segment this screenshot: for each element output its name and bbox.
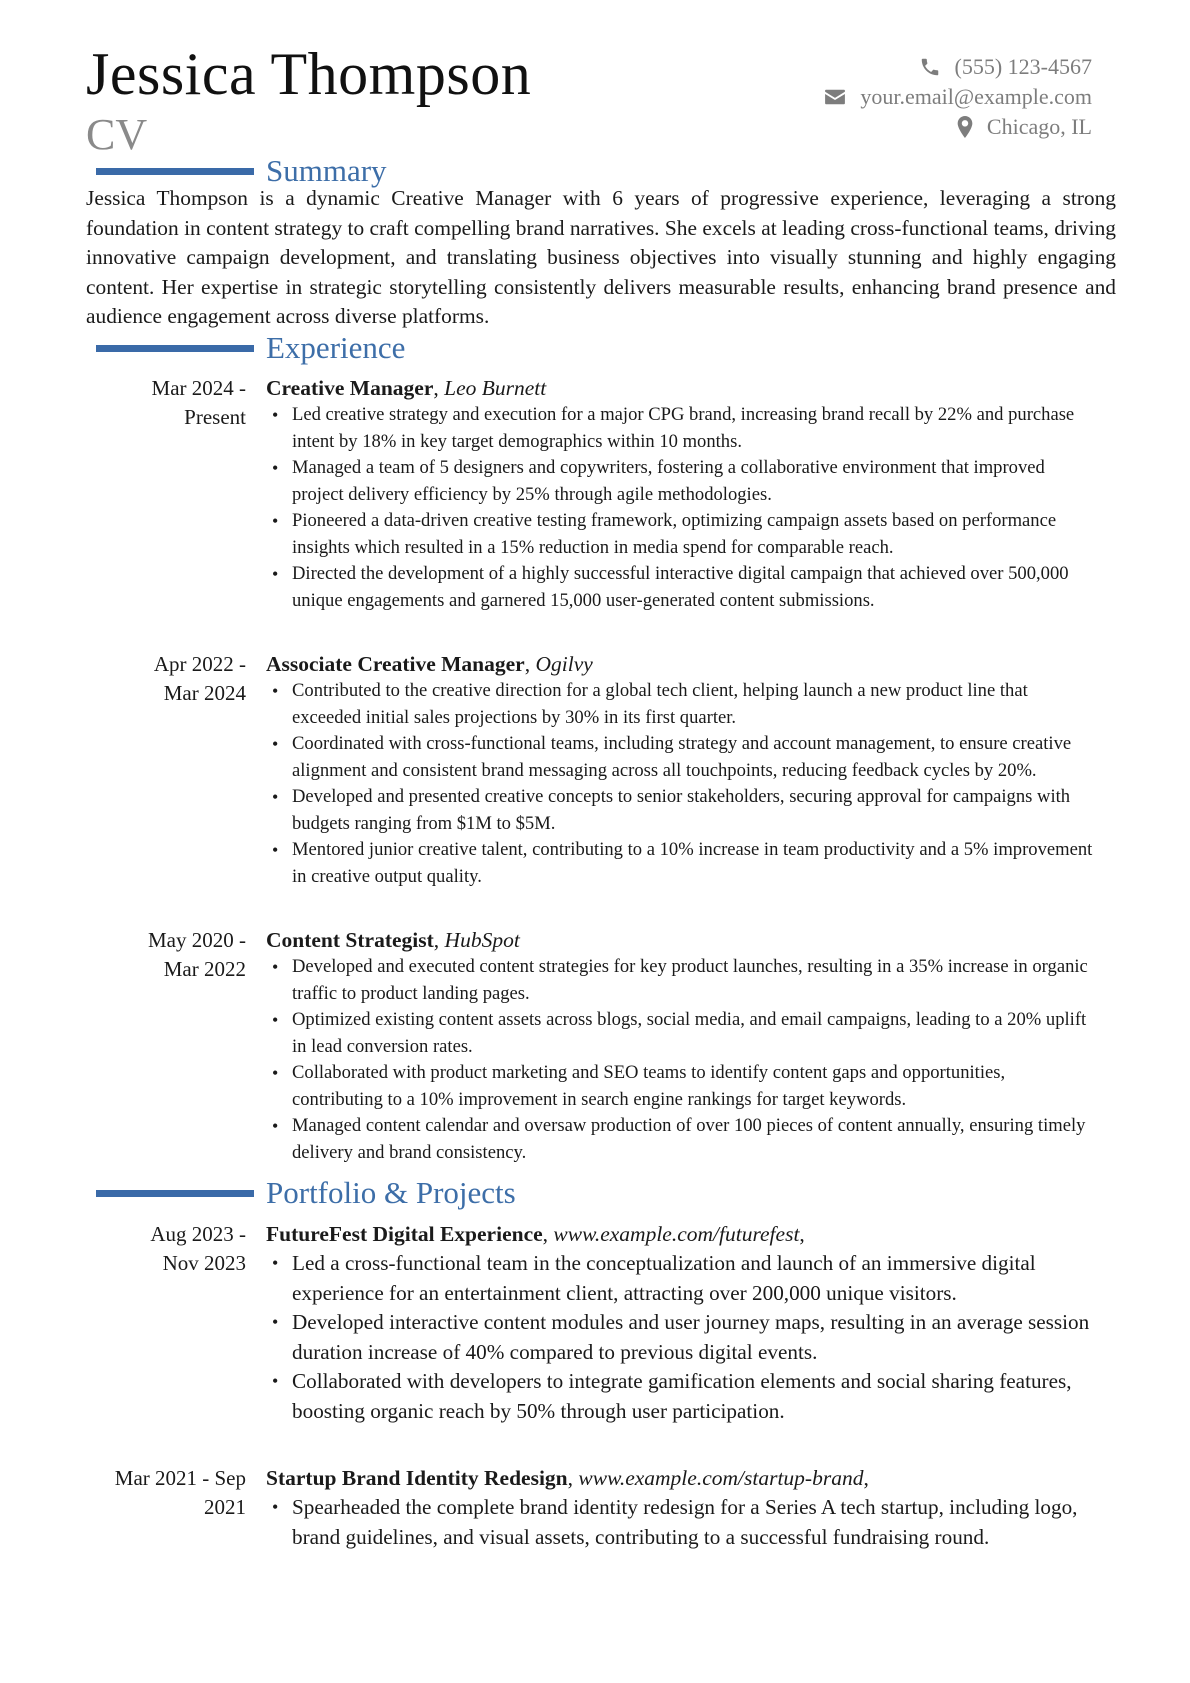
bullet-item: • Collaborated with developers to integrate gamification elements and social sharing features, boosting organic reach by 50% through user participation.	[266, 1367, 1096, 1426]
envelope-icon	[824, 88, 846, 106]
entry-date	[66, 374, 246, 432]
date-end: Nov 2023	[162, 1251, 246, 1275]
phone-text: (555) 123-4567	[954, 54, 1092, 79]
bullet-item: • Led a cross-functional team in the conceptualization and launch of an immersive digital experience for an entertainment client, attracting over 200,000 unique visitors.	[266, 1249, 1096, 1308]
section-title-projects: Portfolio & Projects	[266, 1175, 516, 1210]
entry-bullets	[266, 1249, 1096, 1426]
summary-text: Jessica Thompson is a dynamic Creative Manager with 6 years of progressive experience, leveraging a strong foundation in content strategy to craft compelling brand narratives. She excels at leading cross-functional teams, driving innovative campaign development, and translating business objectives into visually stunning and highly engaging content. Her expertise in strategic storytelling consistently delivers measurable results, enhancing brand presence and audience engagement across diverse platforms.	[86, 186, 1116, 329]
contact-email[interactable]	[824, 82, 1092, 112]
entry-heading: Content Strategist, HubSpot	[266, 928, 520, 952]
bullet-item: • Spearheaded the complete brand identity redesign for a Series A tech startup, including logo, brand guidelines, and visual assets, contributing to a successful fundraising round.	[266, 1493, 1096, 1552]
contact-block	[824, 52, 1092, 142]
location-text: Chicago, IL	[986, 114, 1092, 139]
candidate-name: Jessica Thompson	[86, 41, 532, 107]
entry-role: Content Strategist	[266, 928, 434, 952]
entry-bullets	[266, 954, 1096, 1166]
entry-bullets	[266, 1493, 1096, 1552]
entry-org: HubSpot	[444, 928, 520, 952]
entry-org: Ogilvy	[535, 652, 593, 676]
entry-heading: Associate Creative Manager, Ogilvy	[266, 652, 593, 676]
project-link[interactable]: www.example.com/futurefest	[553, 1222, 800, 1246]
projects-section-header	[96, 1173, 516, 1213]
date-start: Apr 2022 -	[153, 652, 246, 676]
bullet-item: • Contributed to the creative direction for a global tech client, helping launch a new product line that exceeded initial sales projections by 30% in its first quarter.	[266, 678, 1096, 731]
bullet-item: • Mentored junior creative talent, contributing to a 10% increase in team productivity and a 5% improvement in creative output quality.	[266, 837, 1096, 890]
bullet-item: • Collaborated with product marketing and SEO teams to identify content gaps and opportunities, contributing to a 10% improvement in search engine rankings for target keywords.	[266, 1060, 1096, 1113]
date-start: May 2020 -	[148, 928, 246, 952]
bullet-item: • Optimized existing content assets across blogs, social media, and email campaigns, leading to a 20% uplift in lead conversion rates.	[266, 1007, 1096, 1060]
bullet-item: • Developed and executed content strategies for key product launches, resulting in a 35% increase in organic traffic to product landing pages.	[266, 954, 1096, 1007]
entry-role: Creative Manager	[266, 376, 434, 400]
experience-section-header	[96, 328, 405, 368]
entry-date	[66, 1220, 246, 1278]
entry-date	[66, 1464, 246, 1522]
bullet-item: • Managed a team of 5 designers and copywriters, fostering a collaborative environment that improved project delivery efficiency by 25% through agile methodologies.	[266, 455, 1096, 508]
contact-phone[interactable]	[824, 52, 1092, 82]
bullet-item: • Led creative strategy and execution for a major CPG brand, increasing brand recall by 22% and purchase intent by 18% in key target demographics within 10 months.	[266, 402, 1096, 455]
entry-heading: FutureFest Digital Experience, www.example.com/futurefest,	[266, 1222, 805, 1246]
bullet-item: • Directed the development of a highly successful interactive digital campaign that achieved over 500,000 unique engagements and garnered 15,000 user-generated content submissions.	[266, 561, 1096, 614]
bullet-item: • Managed content calendar and oversaw production of over 100 pieces of content annually, ensuring timely delivery and brand consistency.	[266, 1113, 1096, 1166]
entry-date	[66, 650, 246, 708]
date-start: Mar 2024 -	[151, 376, 246, 400]
entry-bullets	[266, 402, 1096, 614]
date-end: 2021	[204, 1495, 246, 1519]
date-start: Mar 2021 - Sep	[114, 1466, 246, 1490]
project-title: Startup Brand Identity Redesign	[266, 1466, 568, 1490]
email-text: your.email@example.com	[860, 84, 1092, 109]
contact-location	[824, 112, 1092, 142]
bullet-item: • Developed and presented creative concepts to senior stakeholders, securing approval for campaigns with budgets ranging from $1M to $5M.	[266, 784, 1096, 837]
project-title: FutureFest Digital Experience	[266, 1222, 543, 1246]
date-start: Aug 2023 -	[150, 1222, 246, 1246]
section-title-experience: Experience	[266, 330, 406, 365]
entry-bullets	[266, 678, 1096, 890]
section-accent-bar	[96, 168, 254, 175]
document-type: CV	[86, 110, 148, 159]
section-accent-bar	[96, 1190, 254, 1197]
map-pin-icon	[957, 116, 973, 138]
phone-icon	[919, 56, 941, 78]
bullet-item: • Developed interactive content modules and user journey maps, resulting in an average session duration increase of 40% compared to previous digital events.	[266, 1308, 1096, 1367]
date-end: Mar 2024	[163, 681, 246, 705]
entry-heading: Startup Brand Identity Redesign, www.example.com/startup-brand,	[266, 1466, 869, 1490]
bullet-item: • Coordinated with cross-functional teams, including strategy and account management, to ensure creative alignment and consistent brand messaging across all touchpoints, reducing feedback cycles by 20%.	[266, 731, 1096, 784]
date-end: Present	[184, 405, 246, 429]
entry-role: Associate Creative Manager	[266, 652, 525, 676]
bullet-item: • Pioneered a data-driven creative testing framework, optimizing campaign assets based on performance insights which resulted in a 15% reduction in media spend for comparable reach.	[266, 508, 1096, 561]
section-title-summary: Summary	[266, 153, 387, 188]
date-end: Mar 2022	[163, 957, 246, 981]
section-accent-bar	[96, 345, 254, 352]
entry-heading: Creative Manager, Leo Burnett	[266, 376, 547, 400]
project-link[interactable]: www.example.com/startup-brand	[578, 1466, 864, 1490]
entry-org: Leo Burnett	[444, 376, 547, 400]
entry-date	[66, 926, 246, 984]
